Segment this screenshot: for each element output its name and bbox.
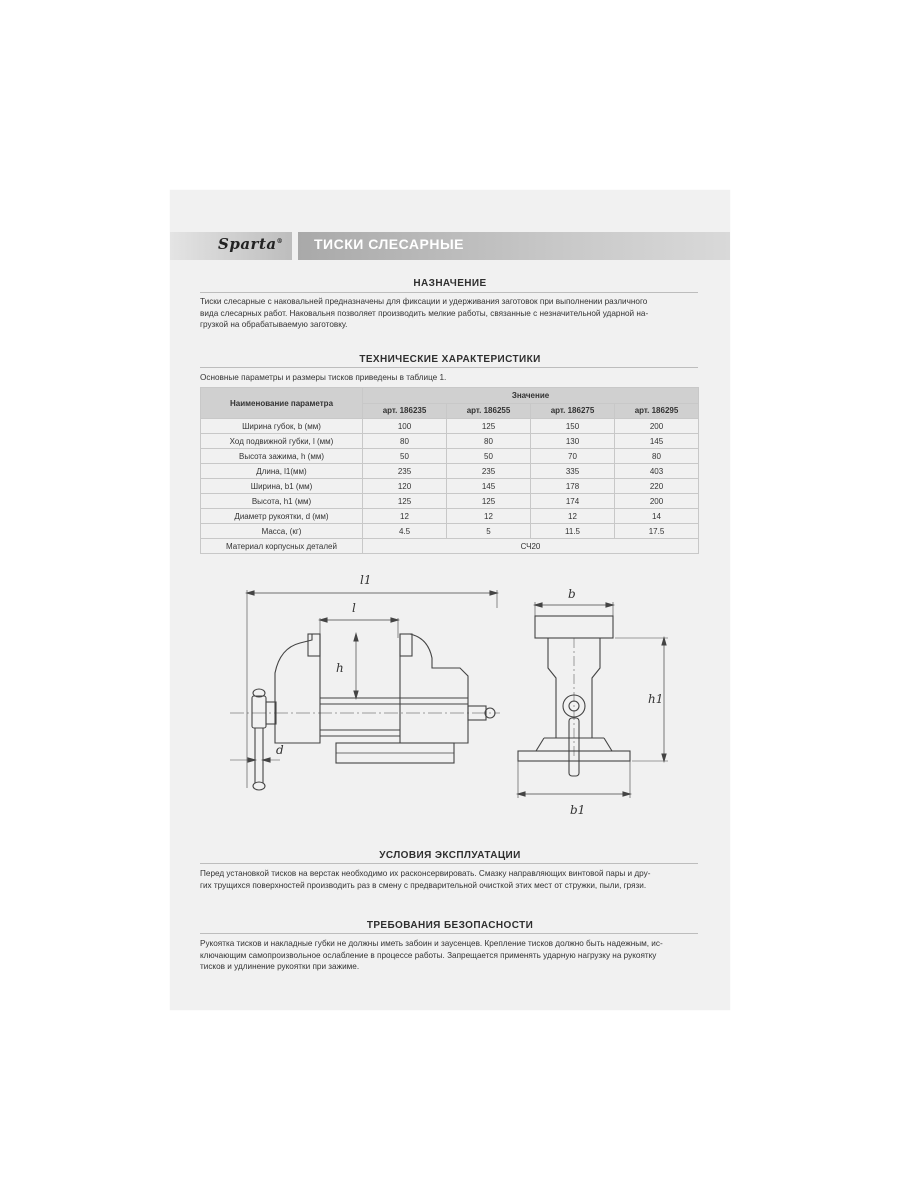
column-header: арт. 186275 — [531, 403, 615, 419]
specs-table — [200, 387, 699, 554]
vise-front-view — [518, 616, 630, 776]
svg-text:b1: b1 — [570, 803, 586, 817]
table-row: Ход подвижной губки, l (мм) 80 80 130 145 — [201, 434, 699, 449]
brand-logo: Sparta® — [218, 235, 284, 253]
table-row: Диаметр рукоятки, d (мм) 12 12 12 14 — [201, 509, 699, 524]
svg-text:b: b — [568, 587, 576, 601]
vise-side-view — [230, 634, 500, 790]
table-row: Ширина, b1 (мм) 120 145 178 220 — [201, 479, 699, 494]
header-band — [170, 232, 730, 260]
safety-heading: ТРЕБОВАНИЯ БЕЗОПАСНОСТИ — [366, 920, 534, 931]
vise-drawing — [200, 568, 700, 828]
dimension-h1 — [615, 638, 668, 761]
page-title: ТИСКИ СЛЕСАРНЫЕ — [314, 236, 465, 252]
table-row: Масса, (кг) 4.5 5 11.5 17.5 — [201, 524, 699, 539]
svg-text:d: d — [276, 743, 284, 757]
operation-heading: УСЛОВИЯ ЭКСПЛУАТАЦИИ — [379, 850, 521, 861]
column-header: арт. 186235 — [363, 403, 447, 419]
svg-text:h1: h1 — [648, 692, 664, 706]
dimension-l1 — [247, 573, 497, 788]
dimension-h — [336, 634, 358, 698]
column-header: арт. 186255 — [447, 403, 531, 419]
dimension-b1 — [518, 761, 630, 817]
table-row: Длина, l1(мм) 235 235 335 403 — [201, 464, 699, 479]
dimension-b — [535, 587, 613, 616]
table-row: Материал корпусных деталей СЧ20 — [201, 539, 699, 554]
dimension-l — [320, 601, 398, 638]
param-header: Наименование параметра — [201, 388, 363, 419]
svg-text:l: l — [352, 601, 356, 615]
operation-text: Перед установкой тисков на верстак необходимо их расконсервировать. Смазку направляющих винтовой пары и дру- гих трущихся поверхностей производить раз в смену с предварительной очисткой этих мест от стружки, пыли, грязи. — [200, 869, 651, 890]
purpose-text: Тиски слесарные с наковальней предназначены для фиксации и удерживания заготовок при выполнении различного вида слесарных работ. Наковальня позволяет производить мелкие работы, связанные с незначительной ударной на- грузкой на обрабатываемую заготовку. — [200, 297, 649, 329]
svg-text:h: h — [336, 661, 344, 675]
specs-intro: Основные параметры и размеры тисков приведены в таблице 1. — [200, 373, 447, 382]
table-row: Высота зажима, h (мм) 50 50 70 80 — [201, 449, 699, 464]
purpose-heading: НАЗНАЧЕНИЕ — [413, 278, 487, 289]
column-header: арт. 186295 — [615, 403, 699, 419]
specs-heading: ТЕХНИЧЕСКИЕ ХАРАКТЕРИСТИКИ — [359, 354, 541, 365]
svg-text:l1: l1 — [360, 573, 372, 587]
value-header: Значение — [363, 388, 699, 404]
dimension-d — [230, 743, 284, 762]
table-row: Ширина губок, b (мм) 100 125 150 200 — [201, 419, 699, 434]
document-page — [170, 190, 730, 1010]
table-row: Высота, h1 (мм) 125 125 174 200 — [201, 494, 699, 509]
safety-text: Рукоятка тисков и накладные губки не должны иметь забоин и заусенцев. Крепление тисков должно быть надежным, ис- ключающим самопроизвольное ослабление в процессе работы. Запрещается применять ударную нагрузку на рукоятку тисков и удлинение рукоятки при зажиме. — [200, 939, 663, 971]
